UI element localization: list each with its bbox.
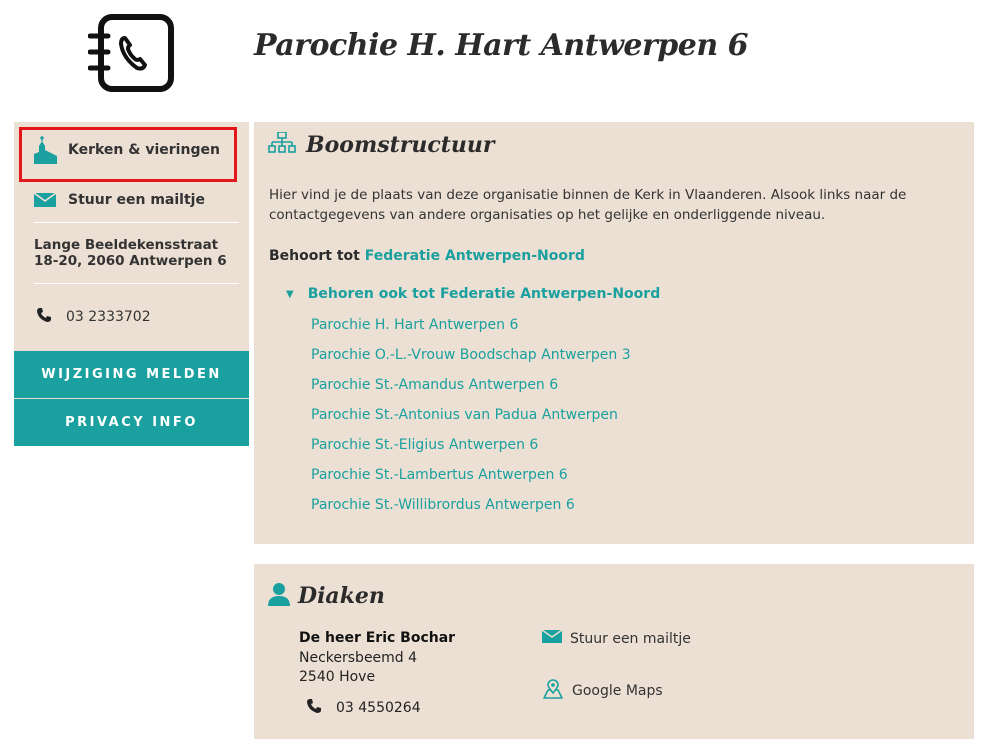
tree-intro: Hier vind je de plaats van deze organisatie binnen de Kerk in Vlaanderen. Alsook links naar de contactgegevens van andere organisaties op het gelijke en onderliggende niveau. [269, 187, 907, 223]
sidebar-phone-number: 03 2333702 [66, 309, 151, 325]
belongs-label: Behoort tot [269, 248, 360, 264]
sibling-link[interactable]: Parochie H. Hart Antwerpen 6 [311, 317, 519, 333]
list-item [311, 495, 631, 525]
phone-icon [36, 307, 52, 327]
diaken-panel [254, 564, 974, 739]
churches-label: Kerken & vieringen [68, 142, 220, 158]
sibling-link[interactable]: Parochie St.-Willibrordus Antwerpen 6 [311, 497, 575, 513]
sitemap-icon [268, 132, 296, 158]
envelope-icon [34, 193, 60, 207]
sidebar-mail-link[interactable] [14, 178, 249, 222]
diaken-heading: Diaken [298, 583, 385, 609]
phone-icon [306, 698, 322, 718]
tree-heading: Boomstructuur [306, 132, 495, 158]
siblings-list [311, 315, 631, 525]
envelope-icon [542, 630, 562, 647]
sidebar [14, 122, 249, 446]
sibling-link[interactable]: Parochie St.-Lambertus Antwerpen 6 [311, 467, 568, 483]
list-item [311, 375, 631, 405]
page-title: Parochie H. Hart Antwerpen 6 [254, 28, 748, 63]
diaken-mail-label: Stuur een mailtje [570, 630, 691, 647]
privacy-info-button[interactable]: PRIVACY INFO [14, 398, 249, 446]
list-item [311, 405, 631, 435]
sibling-link[interactable]: Parochie O.-L.-Vrouw Boodschap Antwerpen 3 [311, 347, 631, 363]
church-icon [34, 136, 60, 164]
tree-panel [254, 122, 974, 544]
list-item [311, 345, 631, 375]
sibling-link[interactable]: Parochie St.-Amandus Antwerpen 6 [311, 377, 559, 393]
sidebar-phone[interactable] [14, 284, 249, 350]
sibling-link[interactable]: Parochie St.-Antonius van Padua Antwerpen [311, 407, 618, 423]
address-book-phone-icon [88, 14, 176, 94]
triangle-down-icon: ▼ [286, 288, 294, 300]
list-item [311, 315, 631, 345]
tree-header [268, 132, 495, 158]
sibling-link[interactable]: Parochie St.-Eligius Antwerpen 6 [311, 437, 539, 453]
google-maps-label: Google Maps [572, 683, 663, 699]
diaken-street: Neckersbeemd 4 [299, 650, 418, 666]
siblings-toggle[interactable] [286, 286, 660, 302]
list-item [311, 465, 631, 495]
belongs-link[interactable]: Federatie Antwerpen-Noord [364, 248, 585, 264]
diaken-phone-number: 03 4550264 [336, 700, 421, 716]
person-icon [268, 582, 290, 610]
diaken-mail-link[interactable] [542, 630, 691, 647]
diaken-name: De heer Eric Bochar [299, 630, 456, 646]
list-item [311, 435, 631, 465]
map-pin-icon [542, 679, 564, 703]
sidebar-mail-label: Stuur een mailtje [68, 192, 205, 208]
diaken-header [268, 582, 385, 610]
belongs-to [269, 248, 585, 264]
siblings-toggle-label: Behoren ook tot Federatie Antwerpen-Noord [307, 286, 661, 302]
google-maps-link[interactable] [542, 679, 663, 703]
diaken-phone[interactable] [306, 698, 421, 718]
diaken-city: 2540 Hove [299, 669, 376, 685]
sidebar-address: Lange Beeldekensstraat 18-20, 2060 Antwerpen 6 [34, 237, 227, 269]
churches-link[interactable] [14, 122, 249, 178]
report-change-button[interactable]: WIJZIGING MELDEN [14, 350, 249, 398]
